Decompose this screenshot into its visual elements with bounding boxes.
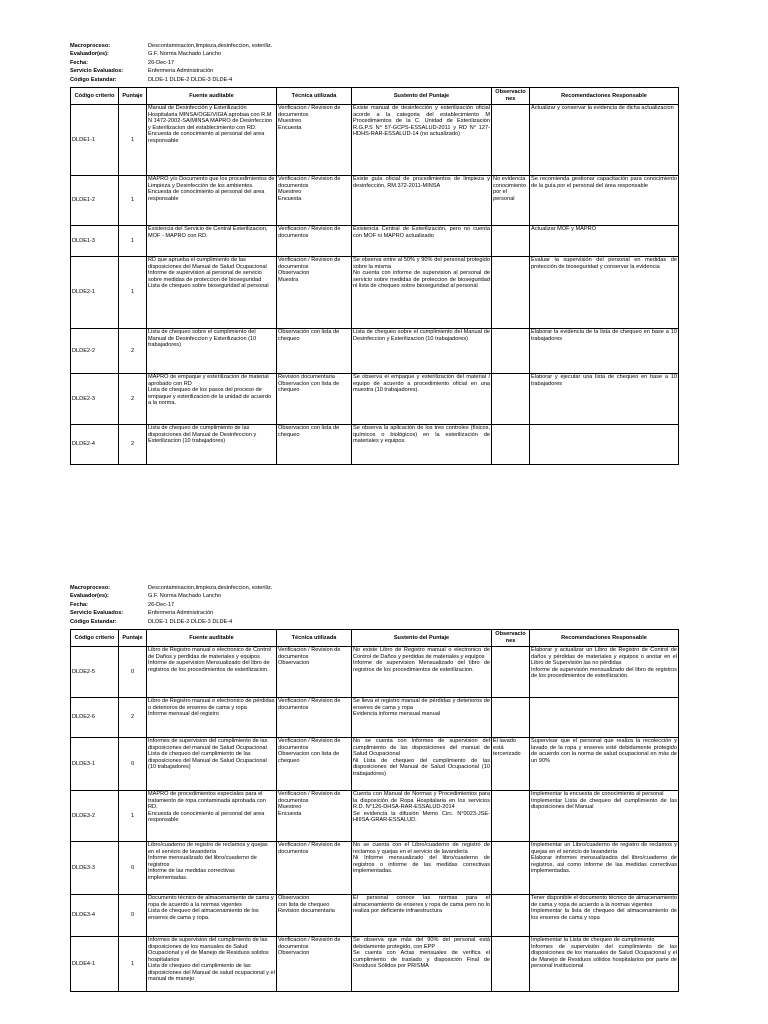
- codigo-cell: DLDE2-5: [71, 647, 119, 698]
- servicio-value: Enfermeria Administración: [148, 610, 214, 617]
- codigo-cell: DLDE2-6: [71, 698, 119, 738]
- header-fuente: Fuente auditable: [147, 88, 277, 105]
- recomendaciones-cell: Actualizar MOF y MAPRO: [530, 226, 679, 257]
- recomendaciones-cell: Evaluar la supervisión del personal en medidas de protección de bioseguridad y conservar la evidencia: [530, 257, 679, 329]
- fuente-cell: MAPRO de procedimientos especiales para el tratamiento de ropa contaminada aprobada con RD. Encuesta de conocimiento al personal del area responsable: [147, 791, 277, 842]
- fuente-cell: Informes de supervision del cumplimiento de las disposiciones de los manuales de Salud Ocupacional y el de Manejo de Residuos solidos hospitalarios Lista de chequeo del cumplimiento de las disposiciones del Manual de salud ocupacional y el manual de manejo: [147, 937, 277, 992]
- table-row: [71, 374, 679, 425]
- codigo-value: DLDE-1 DLDE-2 DLDE-3 DLDE-4: [148, 618, 233, 625]
- fuente-cell: Informes de supervision del cumplimiento de las disposiciones del manual de Salud Ocupacional Lista de chequeo del cumplimiento de las disposiciones del Manual de Salud Ocupacional (10 trabajadores): [147, 738, 277, 791]
- puntaje-cell: 1: [119, 226, 147, 257]
- recomendaciones-cell: Elaborar la evidencia de la lista de chequeo en base a 10 trabajadores: [530, 329, 679, 374]
- fuente-cell: Libro de Registro manual o electronico de Control de Daños y perdidas de materiales y equipos Informe de supervision Mensualizado del libro de registros de los procedimientos de esterilizacion.: [147, 647, 277, 698]
- observaciones-cell: [492, 257, 530, 329]
- observaciones-cell: [492, 895, 530, 937]
- header-observaciones: Observacio nes: [492, 630, 530, 647]
- header-tecnica: Técnica utilizada: [277, 88, 352, 105]
- puntaje-cell: 1: [119, 791, 147, 842]
- macroproceso-label: Macroproceso:: [70, 585, 111, 591]
- observaciones-cell: [492, 842, 530, 895]
- sustento-cell: No se cuenta con el Libro/cuaderno de registro de reclamos y quejas en el servicio de lavandería Ni Informe mensualizado del libro/cuaderno de registros o informe de las medidas correctivas implementadas.: [352, 842, 492, 895]
- macroproceso-value: Descontaminacion,limpieza,desinfeccion, esteriliz.: [148, 585, 273, 591]
- observaciones-cell: [492, 937, 530, 992]
- header-tecnica: Técnica utilizada: [277, 630, 352, 647]
- sustento-cell: Se observa el empaque y esterilización del material / equipo de acuerdo a procedimiento oficial en una muestra (10 trabajadores).: [352, 374, 492, 425]
- observaciones-cell: [492, 698, 530, 738]
- puntaje-cell: 1: [119, 105, 147, 176]
- sustento-cell: No se cuenta con Informes de supervision del cumplimiento de las disposiciones del manual de Salud Ocupacional Ni Lista de chequeo del cumplimiento de las disposiciones del Manual de Salud Ocupacional (10 trabajadores): [352, 738, 492, 791]
- tecnica-cell: Verificacion / Revisión de documentos Observacion: [277, 937, 352, 992]
- fuente-cell: Existencia del Servicio de Central Esterilizacion, MOF - MAPRO con RD.: [147, 226, 277, 257]
- table-row: [71, 329, 679, 374]
- macroproceso-label: Macroproceso:: [70, 43, 111, 49]
- observaciones-cell: [492, 647, 530, 698]
- evaluation-table: [70, 87, 679, 465]
- codigo-value: DLDE-1 DLDE-2 DLDE-3 DLDE-4: [148, 76, 233, 83]
- puntaje-cell: 1: [119, 257, 147, 329]
- observaciones-cell: [492, 329, 530, 374]
- fecha-label: Fecha:: [70, 59, 89, 66]
- codigo-label: Código Estandar:: [70, 76, 117, 83]
- header-puntaje: Puntaje: [119, 630, 147, 647]
- header-sustento: Sustento del Puntaje: [352, 630, 492, 647]
- fuente-cell: MAPRO de empaque y esterilizacion de material aprobado con RD Lista de chequeo de los pasos del proceso de empaque y esterilizacion de la unidad de acuerdo a la norma.: [147, 374, 277, 425]
- header-recomendaciones: Recomendaciones Responsable: [530, 88, 679, 105]
- table-row: [71, 895, 679, 937]
- tecnica-cell: Verificacion / Revision de documentos: [277, 226, 352, 257]
- table-row: [71, 647, 679, 698]
- sustento-cell: Lista de chequeo sobre el cumplimiento del Manual de Desinfeccion y Esterilizacion (10 trabajadores): [352, 329, 492, 374]
- codigo-cell: DLDE2-1: [71, 257, 119, 329]
- recomendaciones-cell: Tener disponible el documento técnico de almacenamiento de cama y ropa de acuerdo a la normas vigentes Implementar la lista de chequeo del almacenamiento de los enseres de cama y ropa: [530, 895, 679, 937]
- fuente-cell: Libro/cuaderno de registro de reclamos y quejas en el servicio de lavandería Informe mensualizado del libro/cuaderno de registros Informe de las medidas correctivas implementadas.: [147, 842, 277, 895]
- header-codigo: Código criterio: [71, 88, 119, 105]
- sustento-cell: Se observa que más del 90% del personal está debidamente protegido, con EPP Se cuenta con Actas mensuales de verifica el cumplimiento de traslado y disposición Final de Residuos Sólidos por PRISMA: [352, 937, 492, 992]
- observaciones-cell: [492, 226, 530, 257]
- sustento-cell: Cuenta con Manual de Normas y Procedimientos para la disposición de Ropa Hospitalaria en los servicios R.D. N°126-DHSA-RAR-ESSALUD-2014 Se evidencia la difusión Memo Circ. N°0023-JSE-HIIISA-GRAR-ESSALUD.: [352, 791, 492, 842]
- table-row: [71, 937, 679, 992]
- tecnica-cell: Verificacion / Revision de documentos Observacion con lista de chequeo: [277, 738, 352, 791]
- evaluation-table: [70, 629, 679, 992]
- observaciones-cell: [492, 791, 530, 842]
- recomendaciones-cell: Implementar un Libro/cuaderno de registro de reclamos y quejas en el servicio de lavandería Elaborar informes mensualizados del libro/cuaderno de registros, asi como informe de las medidas correctivas implementadas.: [530, 842, 679, 895]
- sustento-cell: Existe guía oficial de procedimientos de limpieza y desinfección, RM.372-2011-MINSA: [352, 176, 492, 226]
- table-row: [71, 738, 679, 791]
- table-row: [71, 698, 679, 738]
- recomendaciones-cell: Implementar la encuesta de conocimiento al personal Implementar Lista de chequeo del cumplimiento de las disposiciones del Manual: [530, 791, 679, 842]
- table-row: [71, 176, 679, 226]
- tecnica-cell: Observacion con lista de chequeo Revision documentaria: [277, 895, 352, 937]
- codigo-cell: DLDE1-3: [71, 226, 119, 257]
- fecha-value: 26-Dec-17: [148, 601, 175, 608]
- tecnica-cell: Verificacion / Revision de documentos Muestreo Encuesta: [277, 176, 352, 226]
- meta-block: [70, 42, 678, 84]
- codigo-cell: DLDE3-3: [71, 842, 119, 895]
- recomendaciones-cell: Supervisar que el personal que realiza la recolección y lavado de la ropa y enseres esté debidamente protegido de acuerdo con la norma de salud ocupacional en más de un 90%: [530, 738, 679, 791]
- puntaje-cell: 1: [119, 937, 147, 992]
- puntaje-cell: 2: [119, 698, 147, 738]
- recomendaciones-cell: Actualizar y conservar la evidencia de dicha actualizacion: [530, 105, 679, 176]
- tecnica-cell: Verificacion / Revision de documentos Observacion: [277, 647, 352, 698]
- recomendaciones-cell: [530, 698, 679, 738]
- puntaje-cell: 2: [119, 425, 147, 465]
- sustento-cell: El personal conoce las normas para el almacenamiento de enseres y ropa de cama pero no lo realiza por deficiente infraestructura: [352, 895, 492, 937]
- observaciones-cell: [492, 425, 530, 465]
- observaciones-cell: El lavado está tercerizado: [492, 738, 530, 791]
- codigo-cell: DLDE3-2: [71, 791, 119, 842]
- page-1: [70, 42, 678, 465]
- tecnica-cell: Observacion con lista de chequeo: [277, 425, 352, 465]
- observaciones-cell: [492, 374, 530, 425]
- servicio-label: Servicio Evaluados:: [70, 610, 124, 617]
- tecnica-cell: Revision documentaria Observacion con lista de chequeo: [277, 374, 352, 425]
- tecnica-cell: Verificacion / Revision de documentos: [277, 842, 352, 895]
- servicio-value: Enfermeria Administración: [148, 68, 214, 75]
- sustento-cell: Existe manual de desinfección y esterilización oficial acorde a la categoria del establecimiento M Procedimientos de la C. Unidad de Esterilización R.G.P.S N° 57-GCPS-ESSALUD-2011 y RD N° 127-HDHS-RAR-ESSALUD-14 (no actualizado): [352, 105, 492, 176]
- puntaje-cell: 2: [119, 329, 147, 374]
- codigo-cell: DLDE3-4: [71, 895, 119, 937]
- header-fuente: Fuente auditable: [147, 630, 277, 647]
- sustento-cell: No existe Libro de Registro manual o electronico de Control de Daños y perdidas de materiales y equipos Informe de supervision Mensualizado del libro de registros de los procedimientos de esterilizacion.: [352, 647, 492, 698]
- recomendaciones-cell: [530, 425, 679, 465]
- tecnica-cell: Verificacion / Revision de documentos Muestreo Encuesta: [277, 791, 352, 842]
- table-row: [71, 226, 679, 257]
- codigo-cell: DLDE2-2: [71, 329, 119, 374]
- fuente-cell: MAPRO y/o Documento que los procedimientos de Limpieza y Desinfección de los ambientes. Encuesta de conocimiento al personal del area responsable: [147, 176, 277, 226]
- table-row: [71, 105, 679, 176]
- puntaje-cell: 0: [119, 738, 147, 791]
- evaluadores-label: Evaluador(es):: [70, 51, 109, 58]
- tecnica-cell: Verificacion / Revision de documentos Muestreo Encuesta: [277, 105, 352, 176]
- codigo-cell: DLDE2-3: [71, 374, 119, 425]
- fuente-cell: Lista de chequeo de cumplimiento de las disposiciones del Manual de Desinfeccion y Esterilizacion (10 trabajadores): [147, 425, 277, 465]
- table-row: [71, 425, 679, 465]
- codigo-cell: DLDE1-2: [71, 176, 119, 226]
- puntaje-cell: 2: [119, 374, 147, 425]
- table-row: [71, 842, 679, 895]
- header-observaciones: Observacio nes: [492, 88, 530, 105]
- sustento-cell: Existencia Central de Esterilización, pero no cuenta con MOF ni MAPRO actualizado: [352, 226, 492, 257]
- tecnica-cell: Observación con lista de chequeo: [277, 329, 352, 374]
- header-codigo: Código criterio: [71, 630, 119, 647]
- header-puntaje: Puntaje: [119, 88, 147, 105]
- fecha-label: Fecha:: [70, 601, 89, 608]
- fecha-value: 26-Dec-17: [148, 59, 175, 66]
- recomendaciones-cell: Se recomienda gestionar capacitación para conocimiento de la guía por el personal del área responsable: [530, 176, 679, 226]
- sustento-cell: Se observa la aplicación de los tres controles (físicos, químicos o biológicos) en la esterilización de materiales y equipos.: [352, 425, 492, 465]
- observaciones-cell: [492, 105, 530, 176]
- fuente-cell: Documento técnico de almacenamiento de cama y ropa de acuerdo a la normas vigentes Lista de chequeo del almacenamiento de los enseres de cama y ropa.: [147, 895, 277, 937]
- servicio-label: Servicio Evaluados:: [70, 68, 124, 75]
- fuente-cell: Manual de Desinfección y Esterilización Hospitalaria MINSA/OGE/VIGIA aprobaa con R.M N 1472-2002-SA/MINSA MAPRO de Desinfeccion y Esterilizacion del establecimiento con RD. Encuesta de conocimiento al personal del area responsable: [147, 105, 277, 176]
- tecnica-cell: Verificacion / Revision de documentos Observacion Muestra: [277, 257, 352, 329]
- recomendaciones-cell: Elaborar y actualizar un Libro de Registro de Control de daños y pérdidas de materiales y equipos o anotar en el Libro de Supervisión las no pérdidas Informe de supervisión mensualizado del libro de registros de los procedimientos de esterilización.: [530, 647, 679, 698]
- evaluadores-value: G.F. Norma Machado Lancho: [148, 51, 222, 58]
- meta-block: [70, 584, 678, 626]
- codigo-cell: DLDE1-1: [71, 105, 119, 176]
- macroproceso-value: Descontaminacion,limpieza,desinfeccion, esteriliz.: [148, 43, 273, 49]
- puntaje-cell: 1: [119, 176, 147, 226]
- table-row: [71, 257, 679, 329]
- puntaje-cell: 0: [119, 647, 147, 698]
- codigo-label: Código Estandar:: [70, 618, 117, 625]
- puntaje-cell: 0: [119, 895, 147, 937]
- observaciones-cell: No evidencia conocimiento por el personal: [492, 176, 530, 226]
- sustento-cell: Se lleva el registro manual de pérdidas y deterioros de enseres de cama y ropa Evidencia informe mensual manual: [352, 698, 492, 738]
- fuente-cell: Libro de Registro manual o electronico de pérdidas o deterioros de enseres de cama y ropa Informe mensual del registro: [147, 698, 277, 738]
- evaluadores-label: Evaluador(es):: [70, 593, 109, 600]
- table-row: [71, 791, 679, 842]
- tecnica-cell: Verificacion / Revision de documentos: [277, 698, 352, 738]
- evaluadores-value: G.F. Norma Machado Lancho: [148, 593, 222, 600]
- puntaje-cell: 0: [119, 842, 147, 895]
- header-recomendaciones: Recomendaciones Responsable: [530, 630, 679, 647]
- fuente-cell: Lista de chequeo sobre el cumplimiento del Manual de Desinfeccion y Esterilizacion (10 trabajadores): [147, 329, 277, 374]
- fuente-cell: RD que aprueba el cumplimiento de las disposiciones del Manual de Salud Ocupacional Informe de supervision al personal de servicio sobre medidas de proteccion de bioseguridad Lista de chequeo sobre bioseguridad al personal: [147, 257, 277, 329]
- recomendaciones-cell: Elaborar y ejecutar una lista de chequeo en base a 10 trabajadores: [530, 374, 679, 425]
- page-2: [70, 584, 678, 992]
- recomendaciones-cell: Implementar la Lista de chequeo de cumplimiento Informes de supervisión del cumplimiento de las disposiciones de los manuales de Salud Ocupacional y el de Manejo de Residuos sólidos hospitalarios por parte de personal institucional: [530, 937, 679, 992]
- header-sustento: Sustento del Puntaje: [352, 88, 492, 105]
- codigo-cell: DLDE2-4: [71, 425, 119, 465]
- codigo-cell: DLDE4-1: [71, 937, 119, 992]
- sustento-cell: Se observa entre al 50% y 90% del personal protegido sobre la misma No cuenta con informe de supervision al personal de servicio sobre medidas de proteccion de bioseguridad ni lista de chequeo sobre bioseguridad al personal: [352, 257, 492, 329]
- codigo-cell: DLDE3-1: [71, 738, 119, 791]
